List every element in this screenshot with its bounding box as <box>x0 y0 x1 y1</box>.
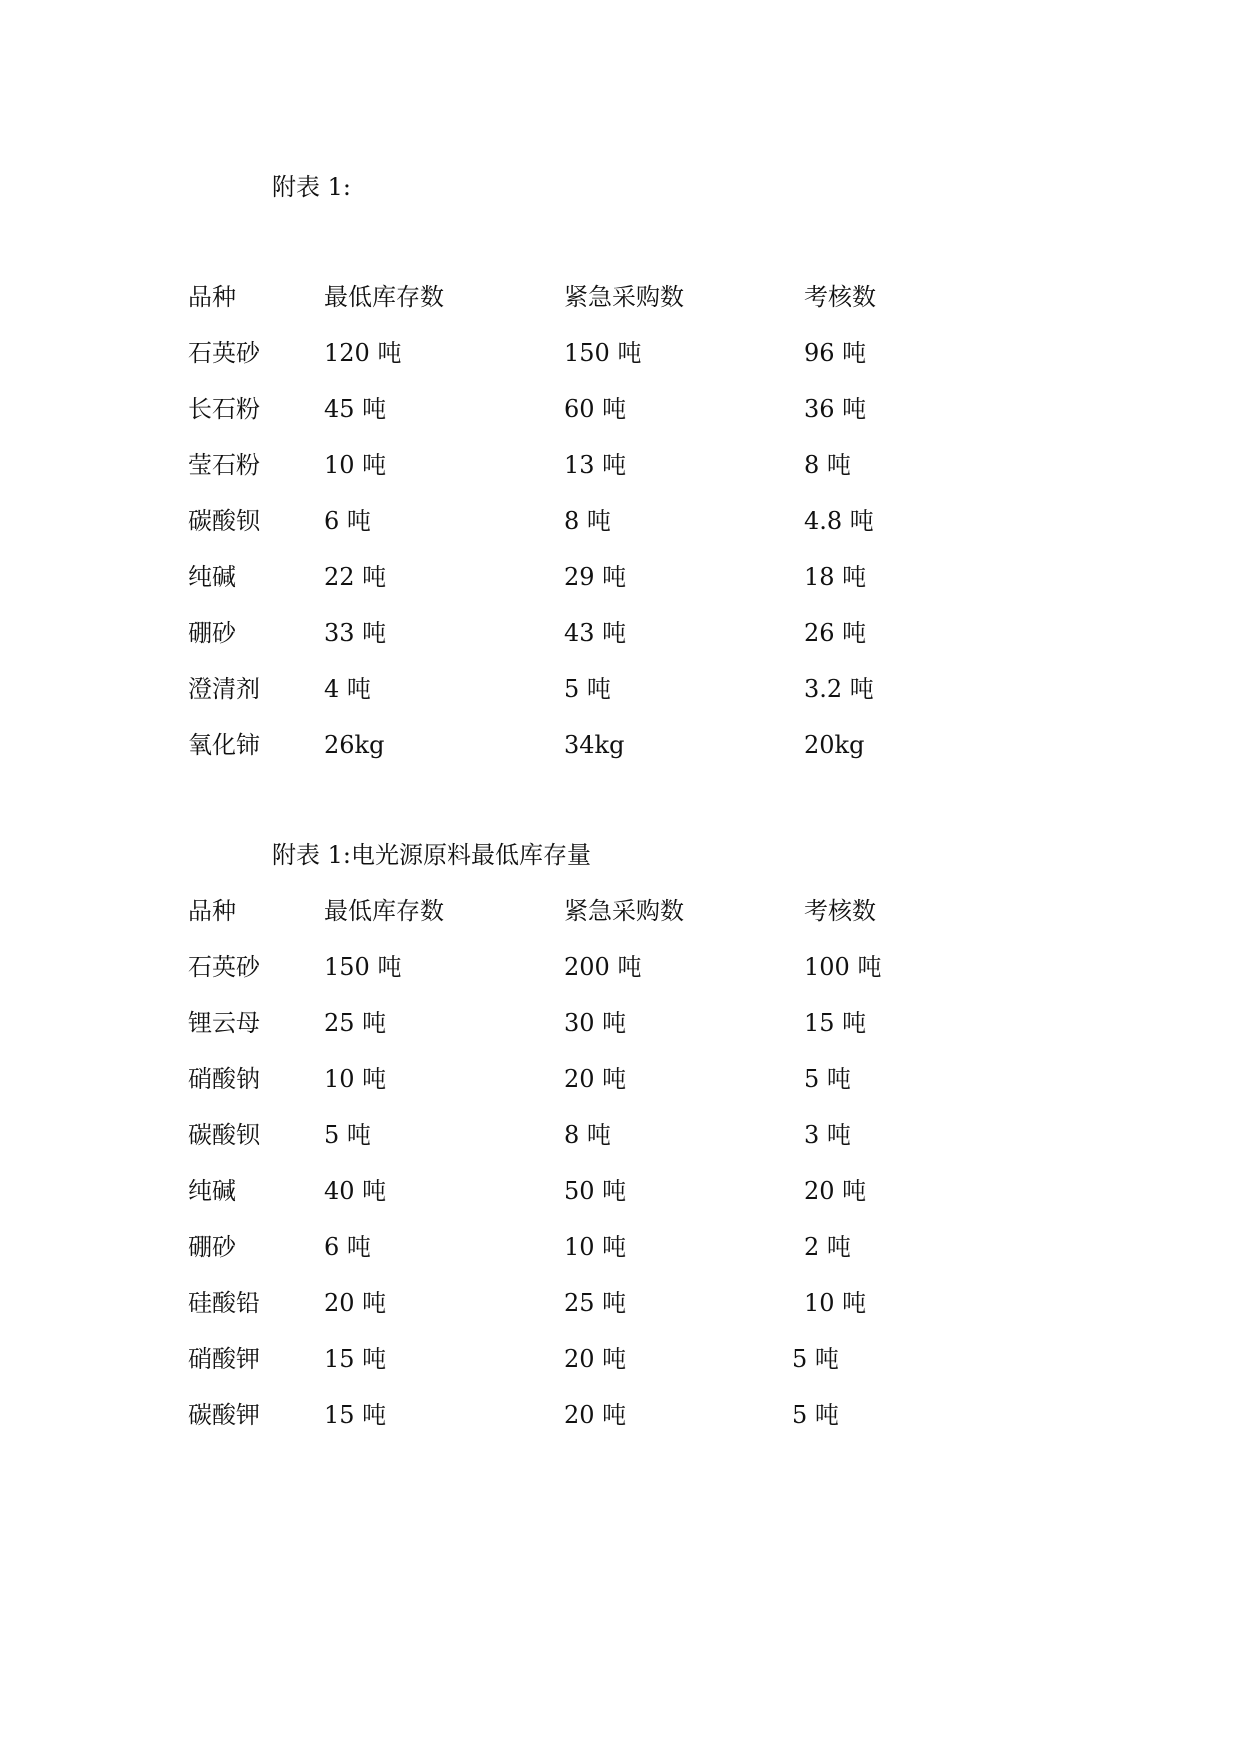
table-cell: 34kg <box>564 731 625 759</box>
table1-header-emergency-purchase: 紧急采购数 <box>564 283 684 311</box>
table-cell: 33 吨 <box>324 619 387 647</box>
table-cell: 60 吨 <box>564 395 627 423</box>
table-cell: 碳酸钾 <box>188 1401 260 1429</box>
table-cell: 8 吨 <box>564 507 611 535</box>
table1-caption: 附表 1: <box>272 173 351 201</box>
table-cell: 26kg <box>324 731 385 759</box>
table-cell: 20 吨 <box>324 1289 387 1317</box>
table-cell: 5 吨 <box>564 675 611 703</box>
table-cell: 10 吨 <box>324 1065 387 1093</box>
table-cell: 120 吨 <box>324 339 402 367</box>
table-cell: 22 吨 <box>324 563 387 591</box>
table-cell: 25 吨 <box>324 1009 387 1037</box>
table-cell: 18 吨 <box>804 563 867 591</box>
table-cell: 200 吨 <box>564 953 642 981</box>
table-cell: 20 吨 <box>804 1177 867 1205</box>
table-cell: 澄清剂 <box>188 675 260 703</box>
table-cell: 45 吨 <box>324 395 387 423</box>
table1-header-min-stock: 最低库存数 <box>324 283 444 311</box>
table-cell: 氧化铈 <box>188 731 260 759</box>
table-cell: 15 吨 <box>324 1345 387 1373</box>
table2-caption: 附表 1:电光源原料最低库存量 <box>272 841 591 869</box>
table-cell: 36 吨 <box>804 395 867 423</box>
table-cell: 石英砂 <box>188 339 260 367</box>
table-cell: 150 吨 <box>324 953 402 981</box>
table-cell: 石英砂 <box>188 953 260 981</box>
table-cell: 96 吨 <box>804 339 867 367</box>
table-cell: 5 吨 <box>792 1401 839 1429</box>
table-cell: 2 吨 <box>804 1233 851 1261</box>
table-cell: 硼砂 <box>188 619 236 647</box>
table-cell: 15 吨 <box>324 1401 387 1429</box>
table-cell: 29 吨 <box>564 563 627 591</box>
table1-header-variety: 品种 <box>188 283 236 311</box>
table-cell: 50 吨 <box>564 1177 627 1205</box>
table-cell: 10 吨 <box>804 1289 867 1317</box>
table-cell: 30 吨 <box>564 1009 627 1037</box>
table-cell: 26 吨 <box>804 619 867 647</box>
table-cell: 15 吨 <box>804 1009 867 1037</box>
table2-header-assessment: 考核数 <box>804 897 876 925</box>
table2-header-emergency-purchase: 紧急采购数 <box>564 897 684 925</box>
table-cell: 5 吨 <box>792 1345 839 1373</box>
table-cell: 纯碱 <box>188 563 236 591</box>
table-cell: 碳酸钡 <box>188 507 260 535</box>
table-cell: 10 吨 <box>324 451 387 479</box>
table-cell: 20kg <box>804 731 865 759</box>
table-cell: 硝酸钠 <box>188 1065 260 1093</box>
table-cell: 25 吨 <box>564 1289 627 1317</box>
table1-header-assessment: 考核数 <box>804 283 876 311</box>
table2-header-min-stock: 最低库存数 <box>324 897 444 925</box>
table-cell: 20 吨 <box>564 1345 627 1373</box>
table-cell: 长石粉 <box>188 395 260 423</box>
table-cell: 3 吨 <box>804 1121 851 1149</box>
table-cell: 6 吨 <box>324 507 371 535</box>
table-cell: 20 吨 <box>564 1401 627 1429</box>
table-cell: 6 吨 <box>324 1233 371 1261</box>
table-cell: 4 吨 <box>324 675 371 703</box>
table-cell: 硼砂 <box>188 1233 236 1261</box>
table-cell: 20 吨 <box>564 1065 627 1093</box>
table-cell: 碳酸钡 <box>188 1121 260 1149</box>
table-cell: 10 吨 <box>564 1233 627 1261</box>
table-cell: 3.2 吨 <box>804 675 874 703</box>
table-cell: 40 吨 <box>324 1177 387 1205</box>
table-cell: 13 吨 <box>564 451 627 479</box>
table-cell: 硝酸钾 <box>188 1345 260 1373</box>
table-cell: 5 吨 <box>324 1121 371 1149</box>
table-cell: 硅酸铅 <box>188 1289 260 1317</box>
table-cell: 8 吨 <box>564 1121 611 1149</box>
table-cell: 43 吨 <box>564 619 627 647</box>
table-cell: 4.8 吨 <box>804 507 874 535</box>
table-cell: 纯碱 <box>188 1177 236 1205</box>
table-cell: 锂云母 <box>188 1009 260 1037</box>
table-cell: 莹石粉 <box>188 451 260 479</box>
table-cell: 5 吨 <box>804 1065 851 1093</box>
table-cell: 8 吨 <box>804 451 851 479</box>
table-cell: 100 吨 <box>804 953 882 981</box>
table-cell: 150 吨 <box>564 339 642 367</box>
table2-header-variety: 品种 <box>188 897 236 925</box>
